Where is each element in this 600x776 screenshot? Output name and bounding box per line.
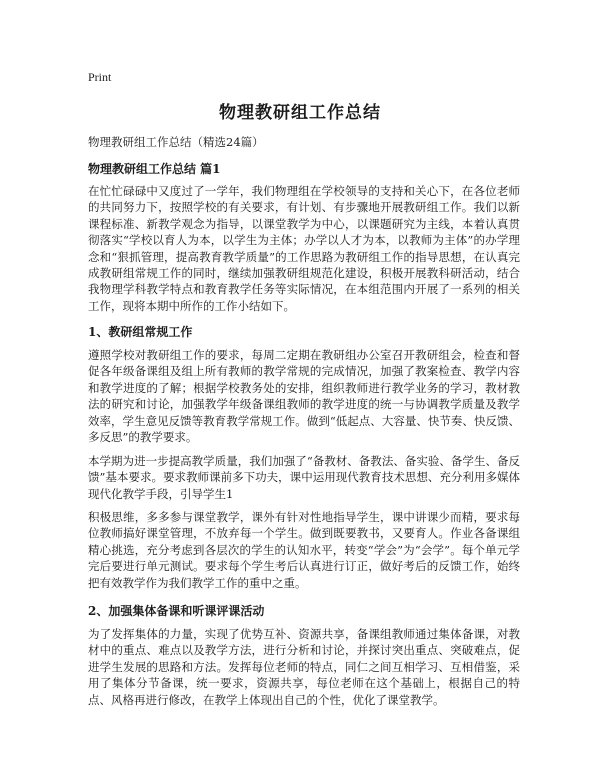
document-subtitle: 物理教研组工作总结（精选24篇）: [88, 135, 264, 149]
intro-paragraph: 在忙忙碌碌中又度过了一学年，我们物理组在学校领导的支持和关心下，在各位老师的共同努力下，按照学校的有关要求，有计划、有步骤地开展教研组工作。我们以新课程标准、新教学观念为指导，以课堂教学为中心，以课题研究为主线，本着认真贯彻落实“学校以育人为本，以学生为主体；办学以人才为本，以教师为主体”的办学理念和“狠抓管理，提高教育教学质量”的工作思路为教研组工作的指导思想，在认真完成教研组常规工作的同时，继续加强教研组规范化建设，积极开展教科研活动，结合我物理学科教学特点和教育教学任务等实际情况，在本组范围内开展了一系列的相关工作，现将本期中所作的工作小结如下。: [88, 184, 520, 313]
routine-work-paragraph: 遵照学校对教研组工作的要求，每周二定期在教研组办公室召开教研组会，检查和督促各年级备课组及组上所有教师的教学常规的完成情况，加强了教案检查、教学内容和教学进度的了解；根据学校教务处的安排，组织教师进行教学业务的学习，教材教法的研究和讨论，加强教学年级备课组教师的教学进度的统一与协调教学质量及教学效率，学生意见反馈等教育教学常规工作。做到“低起点、大容量、快节奏、快反馈、多反思”的教学要求。: [88, 348, 520, 445]
print-link[interactable]: Print: [88, 70, 112, 84]
section-title: 物理教研组工作总结 篇1: [88, 162, 221, 176]
collective-prep-paragraph: 为了发挥集体的力量，实现了优势互补、资源共享，备课组教师通过集体备课，对教材中的重点、难点以及教学方法，进行分析和讨论，并探讨突出重点、突破难点，促进学生发展的思路和方法。发挥每位老师的特点，同仁之间互相学习、互相借鉴，采用了集体分节备课，统一要求，资源共享，每位老师在这个基础上，根据自己的特点、风格再进行修改，在教学上体现出自己的个性，优化了课堂教学。: [88, 627, 520, 707]
page-title: 物理教研组工作总结: [219, 103, 381, 123]
heading-collective-lesson-prep: 2、加强集体备课和听课评课活动: [88, 604, 265, 618]
active-thinking-paragraph: 积极思维，多多参与课堂教学，课外有针对性地指导学生，课中讲课少而精，要求每位教师搞好课堂管理，不放弃每一个学生。做到既要教书，又要育人。作业各备课组精心挑选，充分考虑到各层次的学生的认知水平，转变“学会”为“会学”。每个单元学完后要进行单元测试。要求每个学生考后认真进行订正，做好考后的反馈工作，始终把有效教学作为我们教学工作的重中之重。: [88, 510, 520, 590]
heading-routine-work: 1、教研组常规工作: [88, 325, 193, 339]
teaching-quality-paragraph: 本学期为进一步提高教学质量，我们加强了“备教材、备教法、备实验、备学生、备反馈”基本要求。要求教师课前多下功夫，课中运用现代教育技术思想、充分利用多媒体现代化教学手段，引导学生1: [88, 454, 520, 501]
